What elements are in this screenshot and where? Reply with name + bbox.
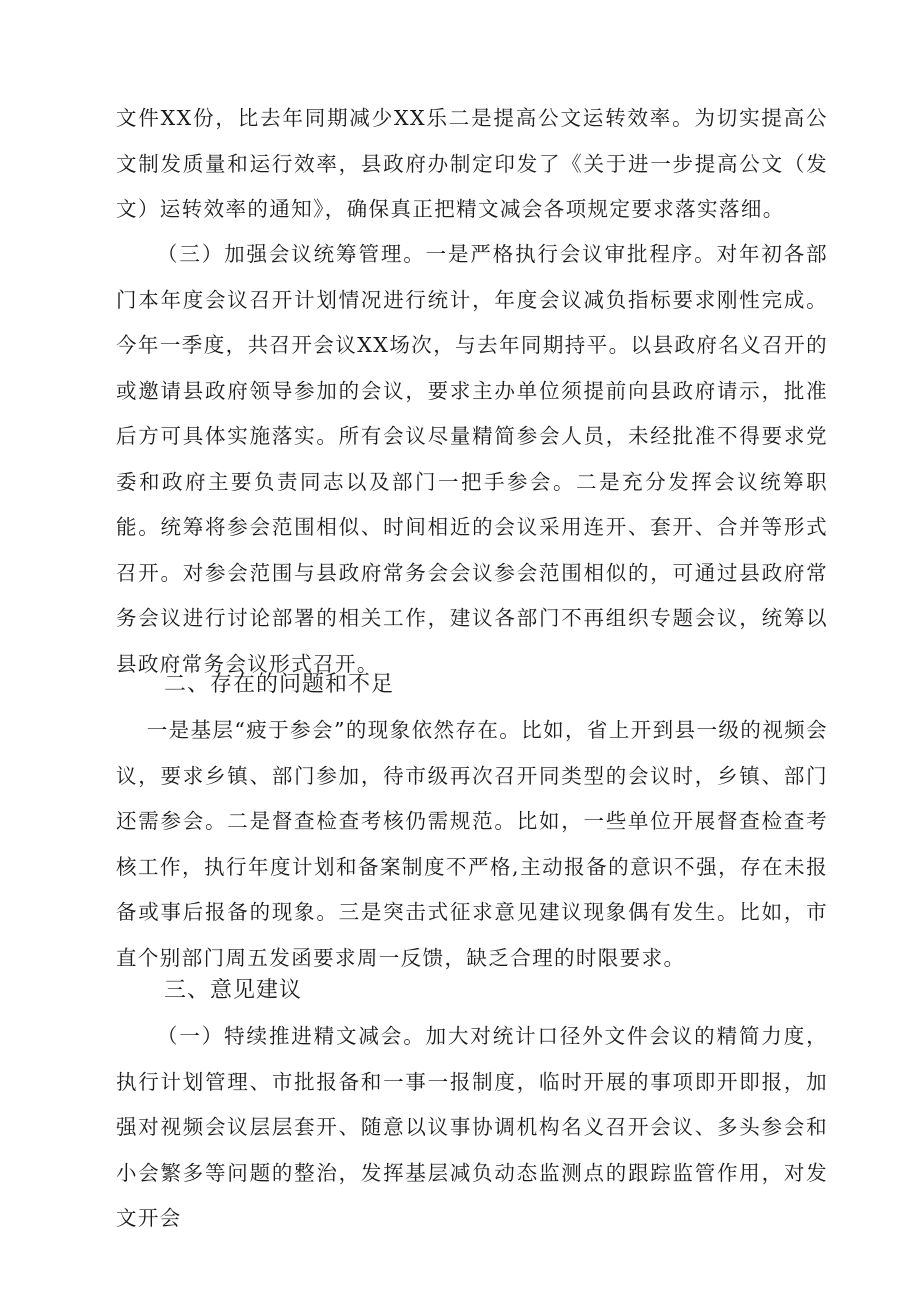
paragraph-text: （一）特续推进精文减会。加大对统计口径外文件会议的精简力度，执行计划管理、市批报备和一事一报制度，临时开展的事项即开即报，加强对视频会议层层套开、随意以议事协调机构名义召开会议、多头参会和小会繁多等问题的整治，发挥基层减负动态监测点的跟踪监管作用，对发文开会 [116,1024,828,1230]
paragraph-problems [116,708,828,981]
paragraph-meeting-management [116,232,828,687]
paragraph-text: （三）加强会议统筹管理。一是严格执行会议审批程序。对年初各部门本年度会议召开计划情况进行统计，年度会议减负指标要求刚性完成。今年一季度，共召开会议XX场次，与去年同期持平。以县政府名义召开的或邀请县政府领导参加的会议，要求主办单位须提前向县政府请示，批准后方可具体实施落实。所有会议尽量精简参会人员，未经批准不得要求党委和政府主要负责同志以及部门一把手参会。二是充分发挥会议统筹职能。统筹将参会范围相似、时间相近的会议采用连开、套开、合并等形式召开。对参会范围与县政府常务会会议参会范围相似的，可通过县政府常务会议进行讨论部署的相关工作，建议各部门不再组织专题会议，统筹以县政府常务会议形式召开。 [116,242,828,676]
paragraph-text: 文件XX份，比去年同期减少XX乐二是提高公文运转效率。为切实提高公文制发质量和运行效率，县政府办制定印发了《关于进一步提高公文（发文）运转效率的通知》，确保真正把精文减会各项规定要求落实落细。 [116,106,828,221]
paragraph-suggestions [116,1014,828,1242]
paragraph-text: 一是基层“疲于参会”的现象依然存在。比如，省上开到县一级的视频会议，要求乡镇、部门参加，待市级再次召开同类型的会议时，乡镇、部门还需参会。二是督查检查考核仍需规范。比如，一些单位开展督查检查考核工作，执行年度计划和备案制度不严格,主动报备的意识不强，存在未报备或事后报备的现象。三是突击式征求意见建议现象偶有发生。比如，市直个别部门周五发函要求周一反馈，缺乏合理的时限要求。 [116,718,828,970]
paragraph-continued [116,96,828,233]
section-heading-suggestions: 三、意见建议 [164,978,303,1003]
section-heading-problems: 二、存在的问题和不足 [164,672,395,697]
